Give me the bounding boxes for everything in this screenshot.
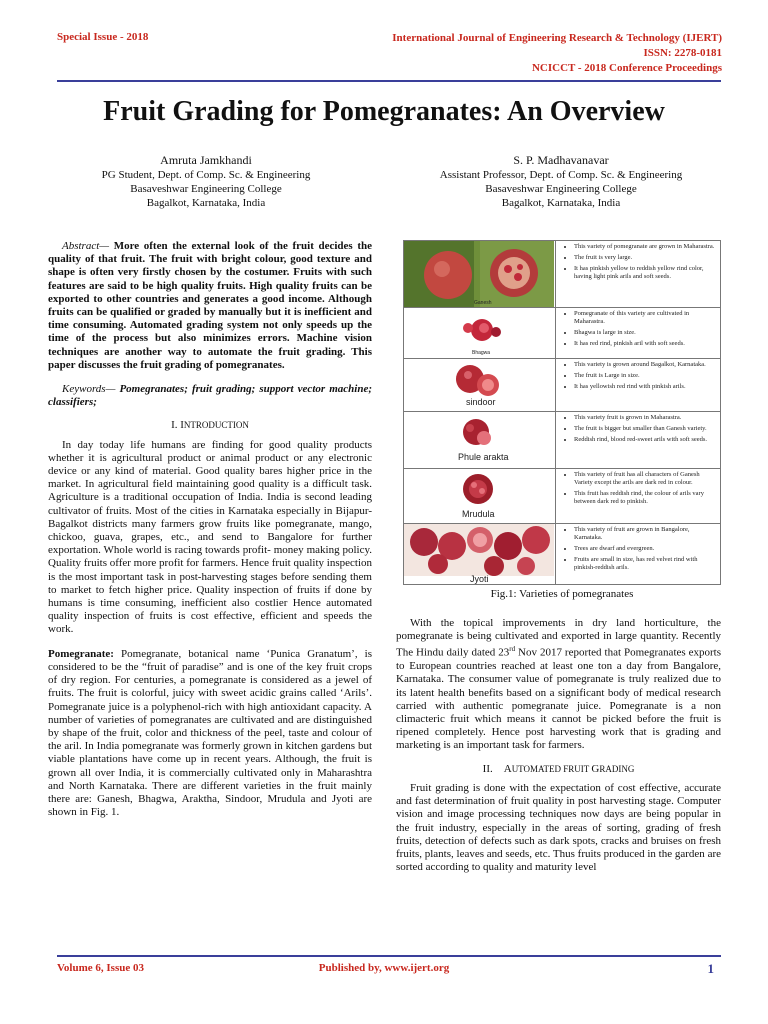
author-name: Amruta Jamkhandi bbox=[160, 153, 252, 167]
table-row bbox=[404, 241, 721, 308]
intro-paragraph-1: In day today life humans are finding for good quality products whether it is agricultural product or animal product or any electronic device or any kind of material. Good quality bares higher price in the market. In agricultural field maintaining good quality is a difficult task. Agriculture is a traditional occupation of India. India is second leading cultivator of fruits. Most of the cities in Karnataka especially in Bijapur-Bagalkot districts many farmers grow fruits like pomegranate, mango, chickoo, guava, grapes, etc., and send to Bangalore for further exportation. Whole world is racing towards profit- money making policy. Quality fruits offer more profit for farmers. Hence fruit quality inspection is the most important task in post-harvesting stages before sending them to market to fetch higher price. Quality inspection of fruits if done by humans is time consuming, inefficient also costlier Hence automated quality inspection of fruits is cost effective, efficient and speeds the work. bbox=[48, 438, 372, 636]
list-item: • Reddish rind, blood red-sweet arils with soft seeds. bbox=[574, 436, 716, 444]
variety-bullets bbox=[574, 526, 716, 572]
header-conference: NCICCT - 2018 Conference Proceedings bbox=[531, 62, 722, 74]
intro-paragraph-2: Pomegranate: Pomegranate, botanical name ‘Punica Granatum’, is considered to be the “fruit of paradise” and is one of the key fruit crops of dry region. For centuries, a pomegranate is considered as a jewel of fruits. The fruit is colorful, juicy with sweet acidic grains called ‘Arils’. Pomegranate juice is a polyphenol-rich with high antioxidant capacity. A number of varieties of pomegranates are cultivated and are distinguished by shape of the fruit, color and thickness of the peel, taste and colour of the aril. In India pomegranate was formerly grown in kitchen gardens but viable plantations have come up in recent years. Although, the fruit is grown all over India, it is commercially cultivated only in Maharashtra and North Karnataka. There are different varieties in the fruit mainly there are: Ganesh, Bhagwa, Araktha, Sindoor, Mrudula and Jyoti are shown in Fig. 1. bbox=[48, 647, 372, 819]
page-number: 1 bbox=[707, 961, 714, 976]
keywords-text: Pomegranates; fruit grading; support vector machine; classifiers; bbox=[48, 383, 372, 409]
table-row bbox=[404, 308, 721, 359]
table-row bbox=[404, 524, 721, 585]
right-column bbox=[396, 617, 721, 874]
author-org: Basaveshwar Engineering College bbox=[485, 183, 637, 195]
variety-label: Mrudula bbox=[462, 509, 495, 519]
list-item: • This variety of fruit are grown in Bangalore, Karnataka. bbox=[574, 526, 716, 542]
keywords bbox=[48, 383, 372, 409]
header-issn: ISSN: 2278-0181 bbox=[643, 47, 722, 59]
list-item: • It has pinkish yellow to reddish yellow rind color, having light pink arils and soft seeds. bbox=[574, 265, 716, 281]
header-journal-name: International Journal of Engineering Research & Technology (IJERT) bbox=[392, 32, 722, 44]
list-item: • Bhagwa is large in size. bbox=[574, 329, 716, 337]
jyoti-image bbox=[404, 524, 554, 584]
pomegranate-label: Pomegranate: bbox=[48, 647, 114, 660]
section-heading-introduction: I. INTRODUCTION bbox=[171, 419, 249, 432]
list-item: • This variety fruit is grown in Maharastra. bbox=[574, 414, 716, 422]
variety-bullets bbox=[574, 310, 716, 348]
author-block-1 bbox=[56, 152, 356, 210]
variety-bullets bbox=[574, 361, 716, 391]
table-row bbox=[404, 359, 721, 412]
abstract bbox=[48, 240, 372, 372]
list-item: • The fruit is Large in size. bbox=[574, 372, 716, 380]
variety-bullets bbox=[574, 243, 716, 281]
table-row bbox=[404, 469, 721, 524]
ganesh-image bbox=[404, 241, 554, 307]
paper-title: Fruit Grading for Pomegranates: An Overview bbox=[103, 96, 665, 127]
header-rule bbox=[57, 80, 721, 82]
author-role: Assistant Professor, Dept. of Comp. Sc. & Engineering bbox=[439, 169, 683, 181]
abstract-text: More often the external look of the fruit decides the quality of that fruit. The fruit with bright colour, good texture and shape is often very firstly chosen by the costumer. Fruits with such features are said to be high quality fruits. High quality fruits can be exported to other countries and generates a good income. Although fruits can be qualified or graded by manually but it is inefficient and time consuming. Automated grading system not only speeds up the time of the process but also minimizes errors. Machine vision techniques are another way to automate the fruit grading. This paper discusses the fruit grading of pomegranates. bbox=[48, 240, 372, 371]
author-role: PG Student, Dept. of Comp. Sc. & Engineering bbox=[101, 169, 311, 181]
list-item: • It has red rind, pinkish aril with soft seeds. bbox=[574, 340, 716, 348]
author-place: Bagalkot, Karnataka, India bbox=[146, 197, 266, 209]
variety-label: Ganesh bbox=[474, 300, 492, 306]
section-heading-automated-fruit-grading: II. AUTOMATED FRUIT GRADING bbox=[482, 762, 635, 775]
list-item: • Fruits are small in size, has red velvet rind with pinkish-reddish arils. bbox=[574, 556, 716, 572]
list-item: • This variety of pomegranate are grown in Maharastra. bbox=[574, 243, 716, 251]
sindoor-image bbox=[404, 359, 554, 411]
list-item: • This variety is grown around Bagalkot, Karnataka. bbox=[574, 361, 716, 369]
footer-publisher: Published by, www.ijert.org bbox=[318, 962, 450, 974]
mrudula-image bbox=[404, 469, 554, 523]
author-org: Basaveshwar Engineering College bbox=[130, 183, 282, 195]
left-column bbox=[48, 240, 372, 819]
author-block-2 bbox=[411, 152, 711, 210]
table-row bbox=[404, 412, 721, 469]
author-name: S. P. Madhavanavar bbox=[513, 153, 609, 167]
author-place: Bagalkot, Karnataka, India bbox=[501, 197, 621, 209]
figure-varieties-table bbox=[403, 240, 721, 585]
right-paragraph-2: Fruit grading is done with the expectation of cost effective, accurate and fast determination of fruit quality in post harvesting stage. Computer vision and image processing techniques now days are being popular in the fruit industry, especially in the areas of sorting, grading of fresh fruits, detection of defects such as dark spots, cracks and bruises on fresh fruits, plants, leaves and seeds, etc. Thus fruits produced in the garden are sorted according to quality and maturity level bbox=[396, 781, 721, 874]
header-issue: Special Issue - 2018 bbox=[57, 31, 149, 43]
phule-arakta-image bbox=[404, 412, 554, 468]
abstract-label: Abstract— bbox=[62, 240, 110, 252]
list-item: • Trees are dwarf and evergreen. bbox=[574, 545, 716, 553]
variety-label: sindoor bbox=[466, 397, 496, 407]
footer-rule bbox=[57, 955, 721, 957]
right-paragraph-1: With the topical improvements in dry land horticulture, the pomegranate is being cultivated and exported in large quantity. Recently The Hindu daily dated 23rd Nov 2017 reported that Pomegranates exports to European countries reached at least one ton a day from Bangalore, Karnataka. The consumer value of pomegranate is truly realized due to its latent health benefits based on a significant body of medical research carried with authentic pomegranate juice. Pomegranate is a non climacteric fruit which means it cannot be picked before the fruit is ripened completely. Hence post harvesting work that is grading and marketing is an important task for farmers. bbox=[396, 617, 722, 752]
header-journal bbox=[392, 31, 722, 76]
list-item: • The fruit is bigger but smaller than Ganesh variety. bbox=[574, 425, 716, 433]
list-item: • The fruit is very large. bbox=[574, 254, 716, 262]
variety-bullets bbox=[574, 471, 716, 506]
footer-volume: Volume 6, Issue 03 bbox=[57, 962, 144, 974]
keywords-label: Keywords— bbox=[62, 383, 116, 396]
variety-label: Bhagwa bbox=[472, 350, 491, 356]
list-item: • It has yellowish red rind with pinkish arils. bbox=[574, 383, 716, 391]
variety-bullets bbox=[574, 414, 716, 444]
figure-caption: Fig.1: Varieties of pomegranates bbox=[490, 588, 634, 600]
list-item: • This fruit has reddish rind, the colour of arils vary between dark red to pinkish. bbox=[574, 490, 716, 506]
variety-label: Phule arakta bbox=[458, 452, 509, 462]
list-item: • This variety of fruit has all characters of Ganesh Variety except the arils are dark red in colour. bbox=[574, 471, 716, 487]
variety-label: Jyoti bbox=[470, 574, 489, 584]
list-item: • Pomegranate of this variety are cultivated in Maharastra. bbox=[574, 310, 716, 326]
bhagwa-image bbox=[404, 308, 554, 358]
